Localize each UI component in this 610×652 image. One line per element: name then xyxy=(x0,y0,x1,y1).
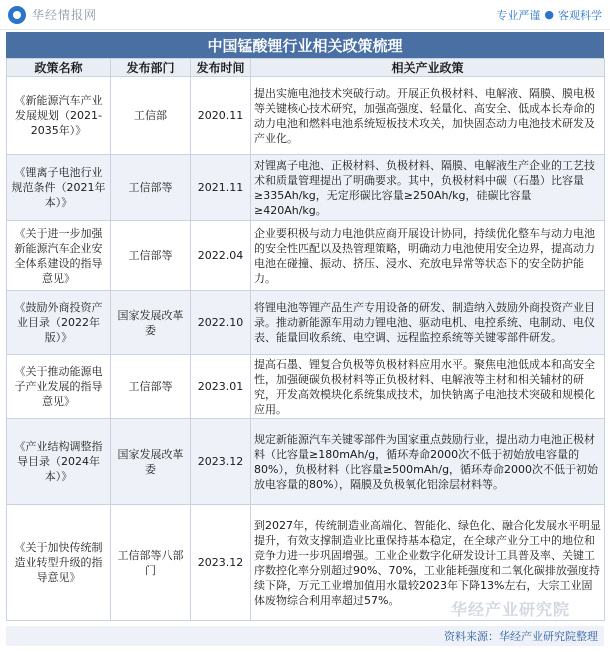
policy-name: 《关于推动能源电子产业发展的指导意见》 xyxy=(7,355,111,419)
policy-content: 规定新能源汽车关键零部件为国家重点鼓励行业，提出动力电池正极材料（比容量≥180mAh/g，循环寿命2000次不低于初始放电容量的80%），负极材料（比容量≥500mAh/g，循环寿命2000次不低于初始放电容量的80%），隔膜及负极氧化铝涂层材料等。 xyxy=(251,419,605,505)
slogan xyxy=(496,7,602,23)
table-row xyxy=(7,77,605,155)
column-header-dept: 发布部门 xyxy=(111,59,191,77)
table-row xyxy=(7,155,605,221)
table-row xyxy=(7,221,605,291)
policy-name: 《鼓励外商投资产业目录（2022年版）》 xyxy=(7,291,111,355)
policy-dept: 工信部等 xyxy=(111,355,191,419)
policy-dept: 工信部等 xyxy=(111,221,191,291)
column-header-date: 发布时间 xyxy=(191,59,251,77)
policy-date: 2020.11 xyxy=(191,77,251,155)
slogan-left: 专业严谨 xyxy=(496,8,541,22)
policy-dept: 国家发展改革委 xyxy=(111,291,191,355)
policy-date: 2022.04 xyxy=(191,221,251,291)
policy-content: 企业要积极与动力电池供应商开展设计协同，持续优化整车与动力电池的安全性匹配以及热管理策略，明确动力电池使用安全边界，提高动力电池在碰撞、振动、挤压、浸水、充放电异常等状态下的安全防护能力。 xyxy=(251,221,605,291)
table-title: 中国锰酸锂行业相关政策梳理 xyxy=(6,32,604,58)
policy-content: 将锂电池等锂产品生产专用设备的研发、制造纳入鼓励外商投资产业目录。推动新能源车用动力锂电池、驱动电机、电控系统、电制动、电仪表、能量回收系统、电空调、远程监控系统等关键零部件研发。 xyxy=(251,291,605,355)
policy-table xyxy=(6,58,605,621)
watermark: 华经产业研究院 xyxy=(450,600,570,619)
policy-name: 《关于进一步加强新能源汽车企业安全体系建设的指导意见》 xyxy=(7,221,111,291)
policy-name: 《产业结构调整指导目录（2024年本）》 xyxy=(7,419,111,505)
policy-date: 2022.10 xyxy=(191,291,251,355)
policy-date: 2023.12 xyxy=(191,505,251,621)
policy-content: 提出实施电池技术突破行动。开展正负极材料、电解液、隔膜、膜电极等关键核心技术研究，加强高强度、轻量化、高安全、低成本长寿命的动力电池和燃料电池系统短板技术攻关，加快固态动力电池技术研发及产业化。 xyxy=(251,77,605,155)
policy-content: 到2027年，传统制造业高端化、智能化、绿色化、融合化发展水平明显提升，有效支撑制造业比重保持基本稳定，在全球产业分工中的地位和竞争力进一步巩固增强。工业企业数字化研发设计工具普及率、关键工序数控化率分别超过90%、70%，工业能耗强度和二氧化碳排放强度持续下降，万元工业增加值用水量较2023年下降13%左右，大宗工业固体废物综合利用率超过57%。 xyxy=(251,505,605,621)
column-header-name: 政策名称 xyxy=(7,59,111,77)
policy-name: 《新能源汽车产业发展规划（2021-2035年）》 xyxy=(7,77,111,155)
policy-content: 提高石墨、锂复合负极等负极材料应用水平。聚焦电池低成本和高安全性，加强硬碳负极材料等正负极材料、电解液等主材和相关辅材的研究，开发高效模块化系统集成技术，加快钠离子电池技术突破和规模化应用。 xyxy=(251,355,605,419)
column-header-content: 相关产业政策 xyxy=(251,59,605,77)
policy-date: 2023.01 xyxy=(191,355,251,419)
policy-date: 2021.11 xyxy=(191,155,251,221)
separator-dot-icon: ● xyxy=(544,8,554,21)
policy-name: 《锂离子电池行业规范条件（2021年本）》 xyxy=(7,155,111,221)
source-footer: 资料来源：华经产业研究院整理 xyxy=(6,626,604,646)
table-row xyxy=(7,355,605,419)
brand-name: 华经情报网 xyxy=(32,8,98,22)
policy-dept: 工信部等八部门 xyxy=(111,505,191,621)
table-header-row xyxy=(7,59,605,77)
policy-date: 2023.12 xyxy=(191,419,251,505)
policy-content: 对锂离子电池、正极材料、负极材料、隔膜、电解液生产企业的工艺技术和质量管理提出了明确要求。其中，负极材料中碳（石墨）比容量≥335Ah/kg，无定形碳比容量≥250Ah/kg，硅碳比容量≥420Ah/kg。 xyxy=(251,155,605,221)
policy-dept: 工信部 xyxy=(111,77,191,155)
logo-icon xyxy=(8,6,26,24)
policy-name: 《关于加快传统制造业转型升级的指导意见》 xyxy=(7,505,111,621)
policy-dept: 工信部等 xyxy=(111,155,191,221)
table-row xyxy=(7,419,605,505)
table-row xyxy=(7,291,605,355)
brand xyxy=(8,6,97,24)
top-bar xyxy=(0,0,610,30)
policy-dept: 国家发展改革委 xyxy=(111,419,191,505)
slogan-right: 客观科学 xyxy=(558,8,602,22)
